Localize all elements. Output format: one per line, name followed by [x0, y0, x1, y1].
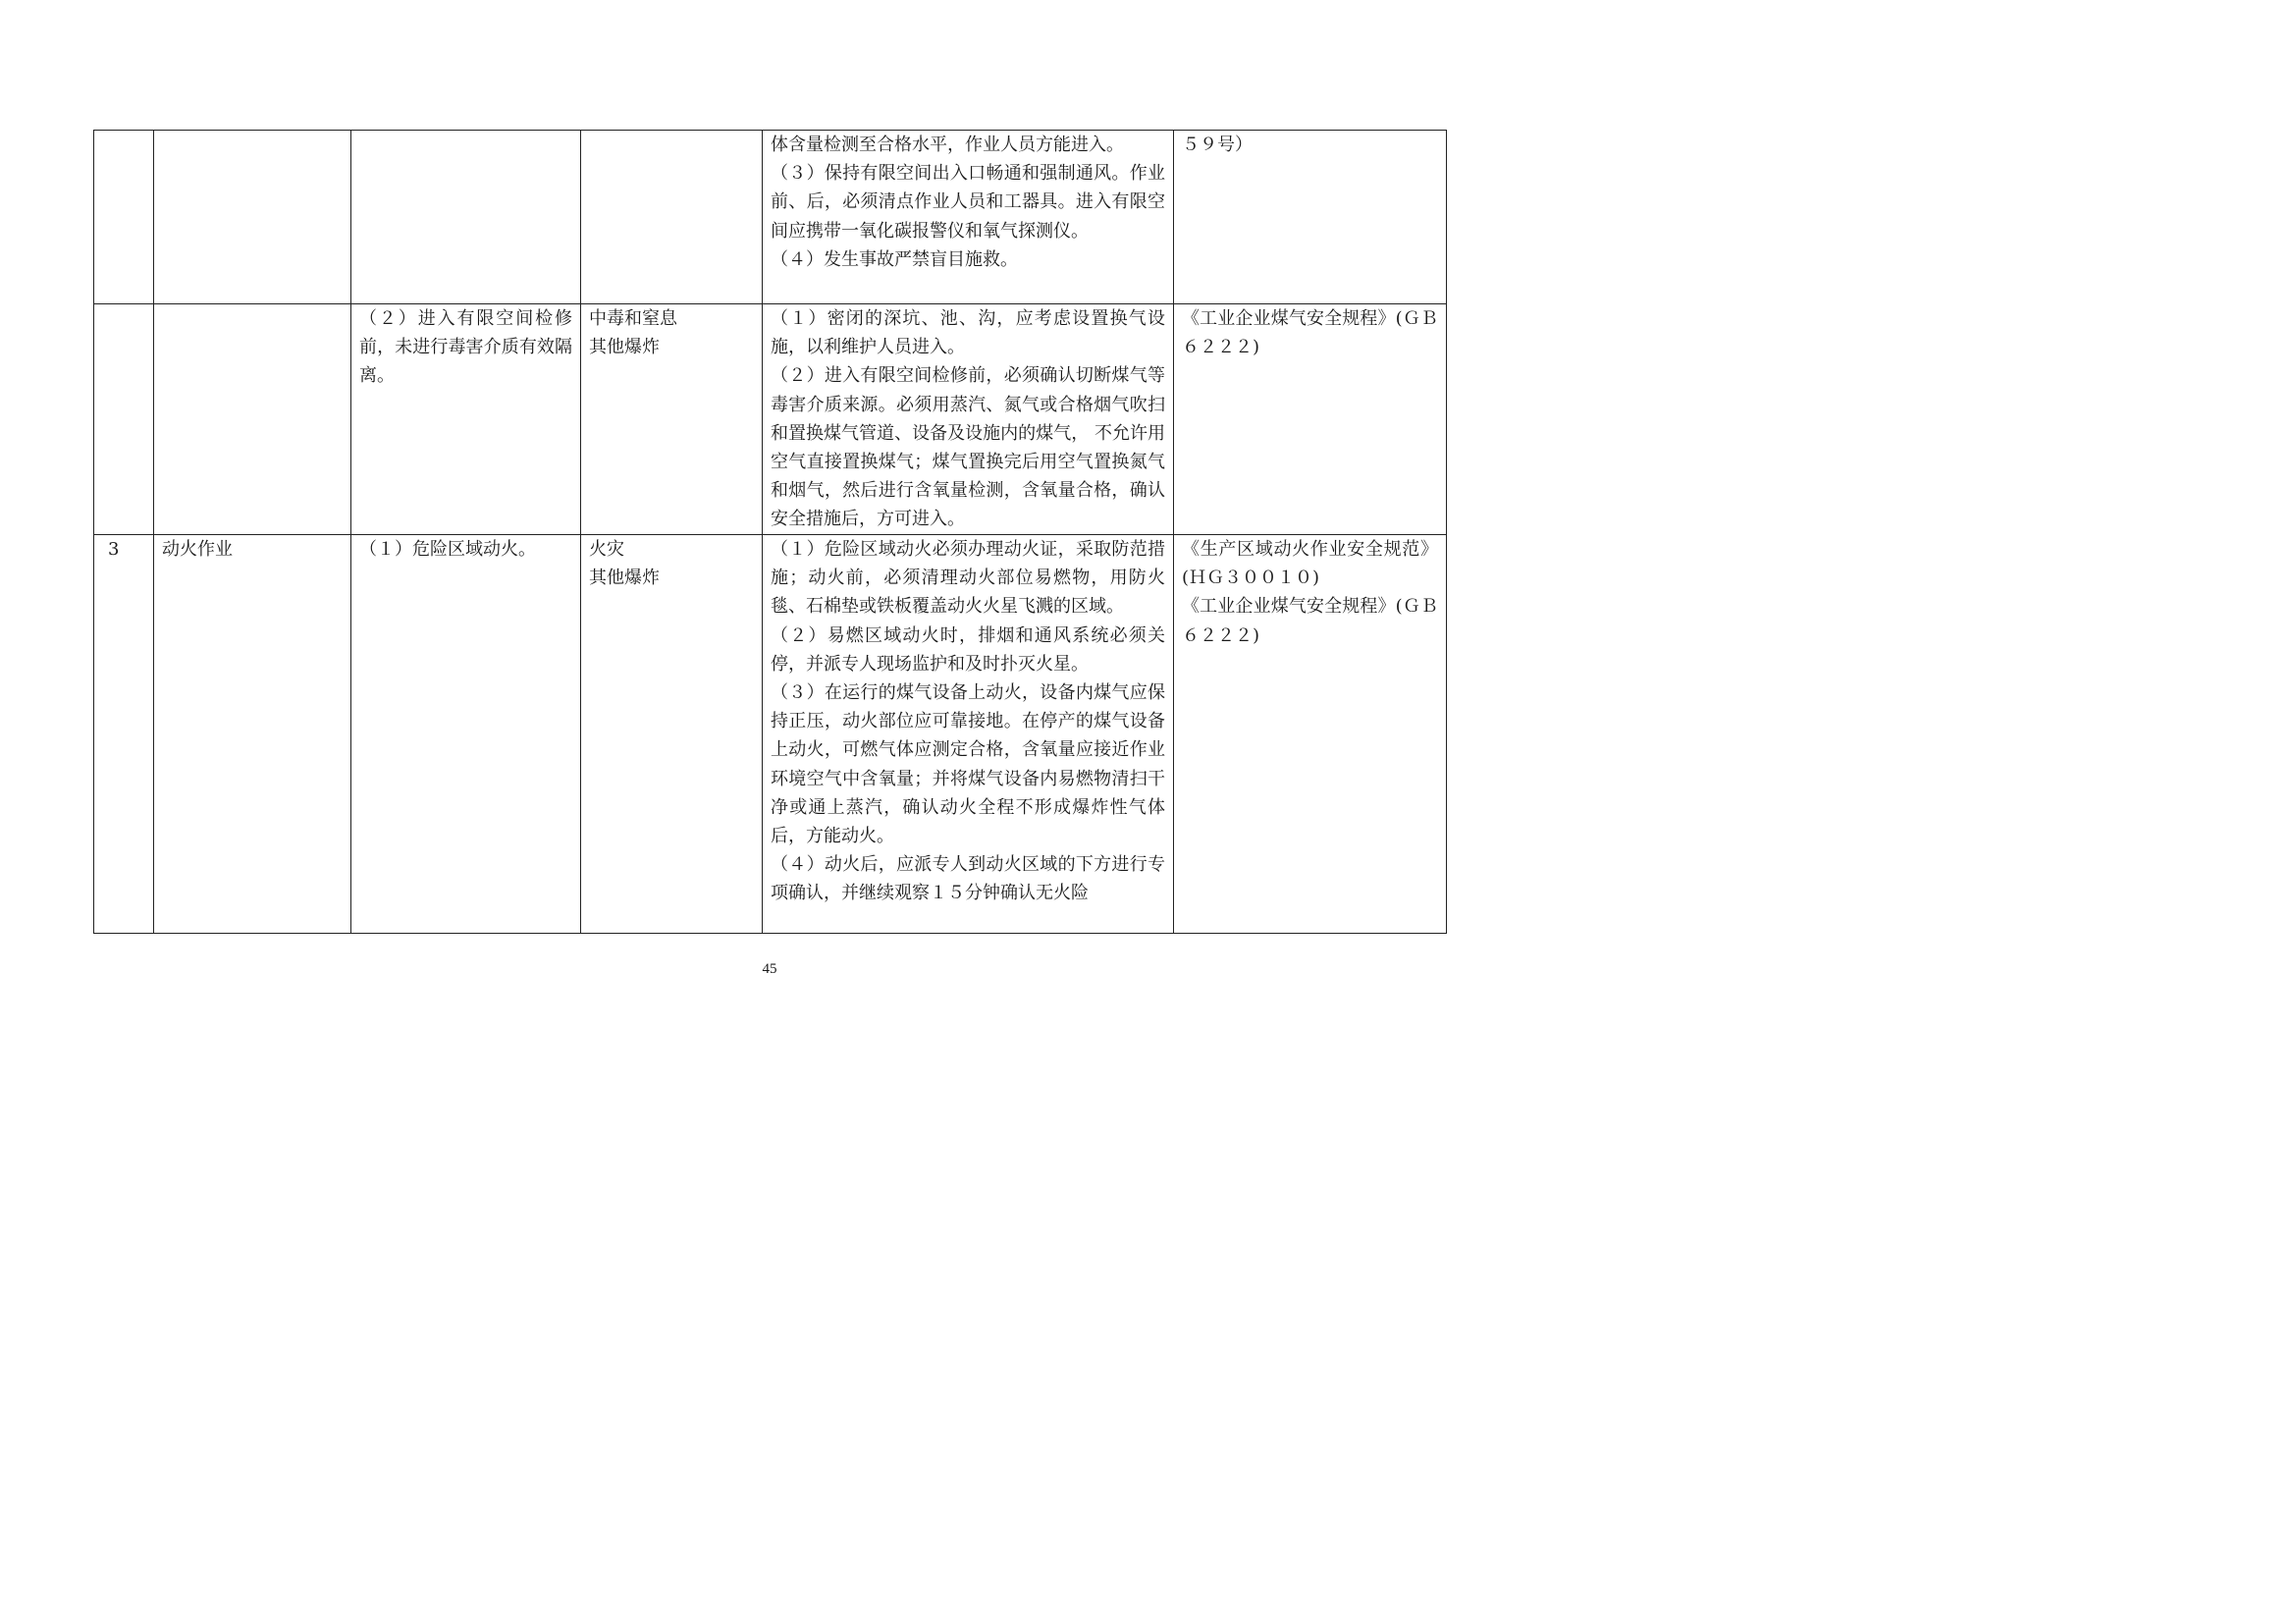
index-cell-empty: [94, 304, 154, 535]
hazard-cell: [351, 535, 581, 934]
index-cell-empty: [94, 131, 154, 304]
measures-cell: [763, 535, 1174, 934]
accident-type: 中毒和窒息: [589, 308, 677, 329]
basis-cell: [1174, 304, 1456, 535]
hazard-text: （２）进入有限空间检修前，未进行毒害介质有效隔离。: [359, 308, 572, 387]
page-number: 45: [762, 961, 777, 977]
hazard-text: （１）危险区域动火。: [359, 539, 536, 560]
basis-text: ５９号）: [1182, 135, 1253, 155]
category-cell-empty: [154, 304, 351, 535]
measure-text: （２）进入有限空间检修前，必须确认切断煤气等毒害介质来源。必须用蒸汽、氮气或合格烟气吹扫和置换煤气管道、设备及设施内的煤气， 不允许用空气直接置换煤气；煤气置换完后用空气置换氮气和烟气，然后进行含氧量检测，含氧量合格，确认安全措施后，方可进入。: [771, 365, 1165, 530]
basis-text: 《生产区域动火作业安全规范》(ＨＧ３００１０): [1182, 539, 1438, 589]
hazard-table: [93, 130, 1456, 934]
table-row-continuation: [94, 131, 1447, 304]
index-cell: 3: [94, 535, 154, 934]
table-row-confined-isolation: [94, 304, 1447, 535]
basis-cell: [1174, 535, 1456, 934]
measure-text: （１）密闭的深坑、池、沟，应考虑设置换气设施，以利维护人员进入。: [771, 308, 1165, 358]
measure-text: （３）在运行的煤气设备上动火，设备内煤气应保持正压，动火部位应可靠接地。在停产的煤气设备上动火，可燃气体应测定合格，含氧量应接近作业环境空气中含氧量；并将煤气设备内易燃物清扫干净或通上蒸汽，确认动火全程不形成爆炸性气体后，方能动火。: [771, 682, 1165, 847]
measure-text: （４）发生事故严禁盲目施救。: [771, 248, 1018, 270]
accident-cell-empty: [581, 131, 763, 304]
category-cell: 动火作业: [154, 535, 351, 934]
category-cell-empty: [154, 131, 351, 304]
accident-type: 其他爆炸: [589, 568, 660, 589]
measure-text: （２）易燃区域动火时，排烟和通风系统必须关停，并派专人现场监护和及时扑灭火星。: [771, 624, 1165, 675]
accident-cell: [581, 535, 763, 934]
table-row-hot-work: [94, 535, 1447, 934]
measure-text: 体含量检测至合格水平，作业人员方能进入。: [771, 135, 1124, 155]
measure-text: （３）保持有限空间出入口畅通和强制通风。作业前、后，必须清点作业人员和工器具。进入有限空间应携带一氧化碳报警仪和氧气探测仪。: [771, 163, 1165, 242]
hazard-cell-empty: [351, 131, 581, 304]
basis-text: 《工业企业煤气安全规程》(ＧＢ ６２２２): [1182, 596, 1456, 646]
measures-cell: [763, 304, 1174, 535]
accident-cell: [581, 304, 763, 535]
measure-text: （４）动火后，应派专人到动火区域的下方进行专项确认，并继续观察１５分钟确认无火险: [771, 854, 1165, 904]
hazard-cell: [351, 304, 581, 535]
accident-type: 其他爆炸: [589, 337, 660, 358]
accident-type: 火灾: [589, 539, 624, 560]
basis-cell: [1174, 131, 1447, 304]
measure-text: （１）危险区域动火必须办理动火证，采取防范措施；动火前，必须清理动火部位易燃物，用防火毯、石棉垫或铁板覆盖动火火星飞溅的区域。: [771, 539, 1165, 618]
measures-cell: [763, 131, 1174, 304]
basis-text: 《工业企业煤气安全规程》(ＧＢ ６２２２): [1182, 308, 1456, 358]
